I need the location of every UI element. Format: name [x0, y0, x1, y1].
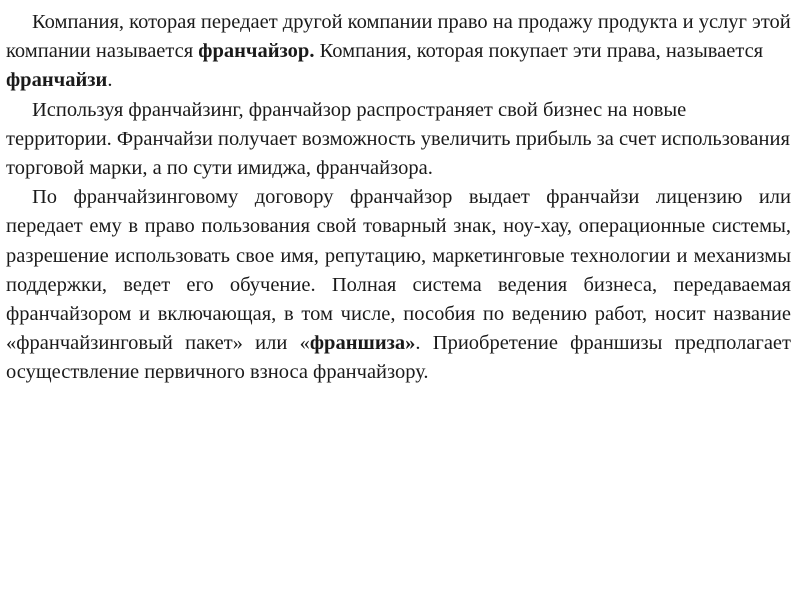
paragraph-franchising-benefits [6, 96, 791, 184]
paragraph-franchisor-definition [6, 8, 791, 96]
term-franchisee: франчайзи [6, 69, 108, 92]
paragraph-text: . Приобретение франшизы предполагает осуществление первичного взноса франчайзору. [6, 332, 791, 384]
paragraph-text: Компания, которая покупает эти права, называется [314, 40, 764, 63]
paragraph-text: . [107, 69, 113, 92]
paragraph-text: По франчайзинговому договору франчайзор выдает франчайзи лицензию или передает ему в право пользования свой товарный знак, ноу-хау, операционные системы, разрешение использовать свое имя, репутацию, маркетинговые технологии и механизмы поддержки, ведет его обучение. Полная система ведения бизнеса, передаваемая франчайзором и включающая, в том числе, пособия по ведению работ, носит название «франчайзинговый пакет» или « [6, 186, 791, 355]
document-body [6, 8, 791, 388]
paragraph-text: Используя франчайзинг, франчайзор распространяет свой бизнес на новые территории. Франчайзи получает возможность увеличить прибыль за счет использования торговой марки, а по сути имиджа, франчайзора. [6, 98, 790, 180]
paragraph-franchise-agreement [6, 183, 791, 387]
term-franchisor: франчайзор. [198, 40, 315, 63]
paragraph-text: Компания, которая передает другой компании право на продажу продукта и услуг этой компании называется [6, 11, 791, 63]
term-franchise: франшиза» [309, 332, 416, 355]
